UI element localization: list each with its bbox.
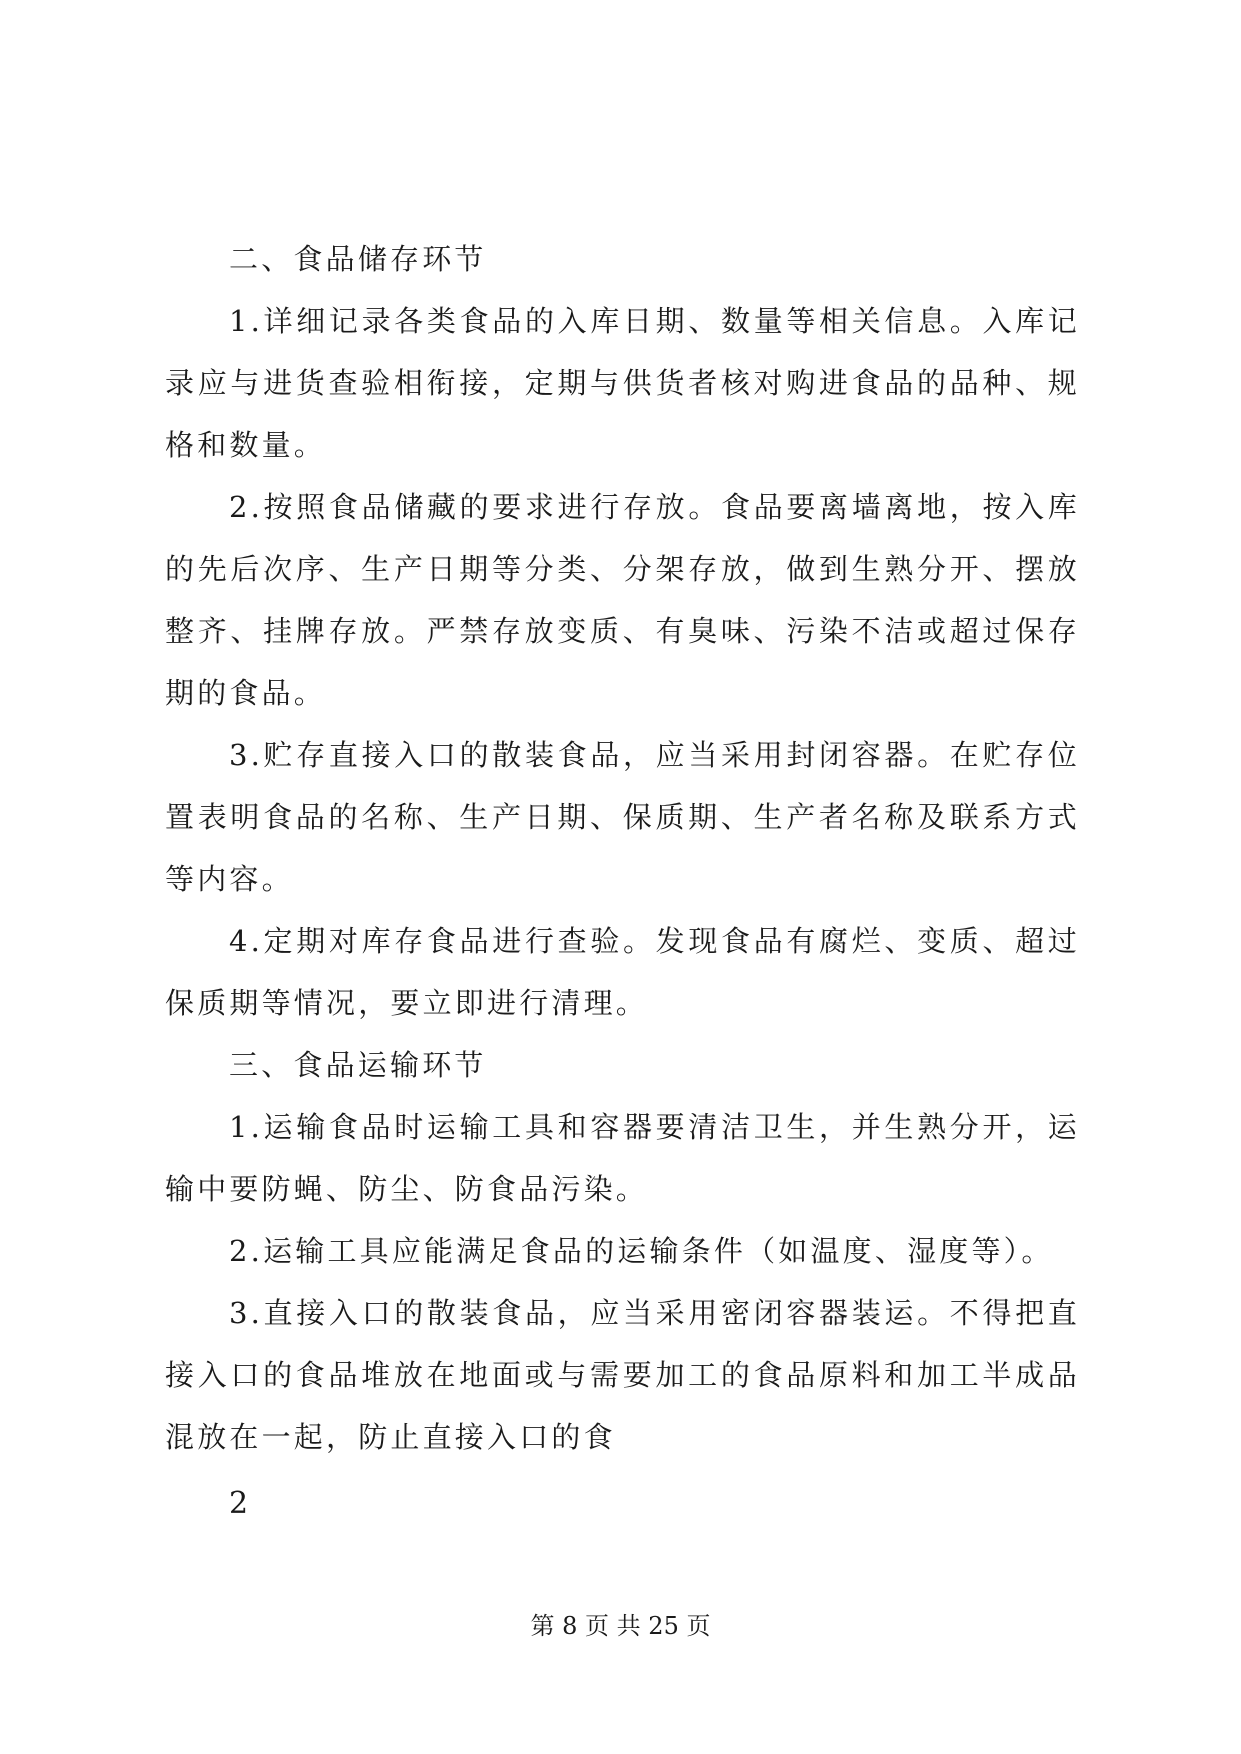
paragraph-transport-1: 1.运输食品时运输工具和容器要清洁卫生，并生熟分开，运输中要防蝇、防尘、防食品污染。	[165, 1110, 1080, 1206]
paragraph-transport-2: 2.运输工具应能满足食品的运输条件（如温度、湿度等）。	[229, 1234, 1054, 1268]
page-marker: 2	[229, 1486, 249, 1521]
section-heading-storage: 二、食品储存环节	[229, 242, 487, 276]
section-heading-transport: 三、食品运输环节	[229, 1048, 487, 1082]
document-body	[165, 228, 1080, 1468]
paragraph-storage-1: 1.详细记录各类食品的入库日期、数量等相关信息。入库记录应与进货查验相衔接，定期与供货者核对购进食品的品种、规格和数量。	[165, 304, 1080, 462]
paragraph-storage-4: 4.定期对库存食品进行查验。发现食品有腐烂、变质、超过保质期等情况，要立即进行清理。	[165, 924, 1080, 1020]
paragraph-transport-3: 3.直接入口的散装食品，应当采用密闭容器装运。不得把直接入口的食品堆放在地面或与需要加工的食品原料和加工半成品混放在一起，防止直接入口的食	[165, 1296, 1080, 1454]
paragraph-storage-3: 3.贮存直接入口的散装食品，应当采用封闭容器。在贮存位置表明食品的名称、生产日期、保质期、生产者名称及联系方式等内容。	[165, 738, 1080, 896]
paragraph-storage-2: 2.按照食品储藏的要求进行存放。食品要离墙离地，按入库的先后次序、生产日期等分类、分架存放，做到生熟分开、摆放整齐、挂牌存放。严禁存放变质、有臭味、污染不洁或超过保存期的食品。	[165, 490, 1080, 710]
page-footer: 第 8 页 共 25 页	[530, 1612, 711, 1640]
